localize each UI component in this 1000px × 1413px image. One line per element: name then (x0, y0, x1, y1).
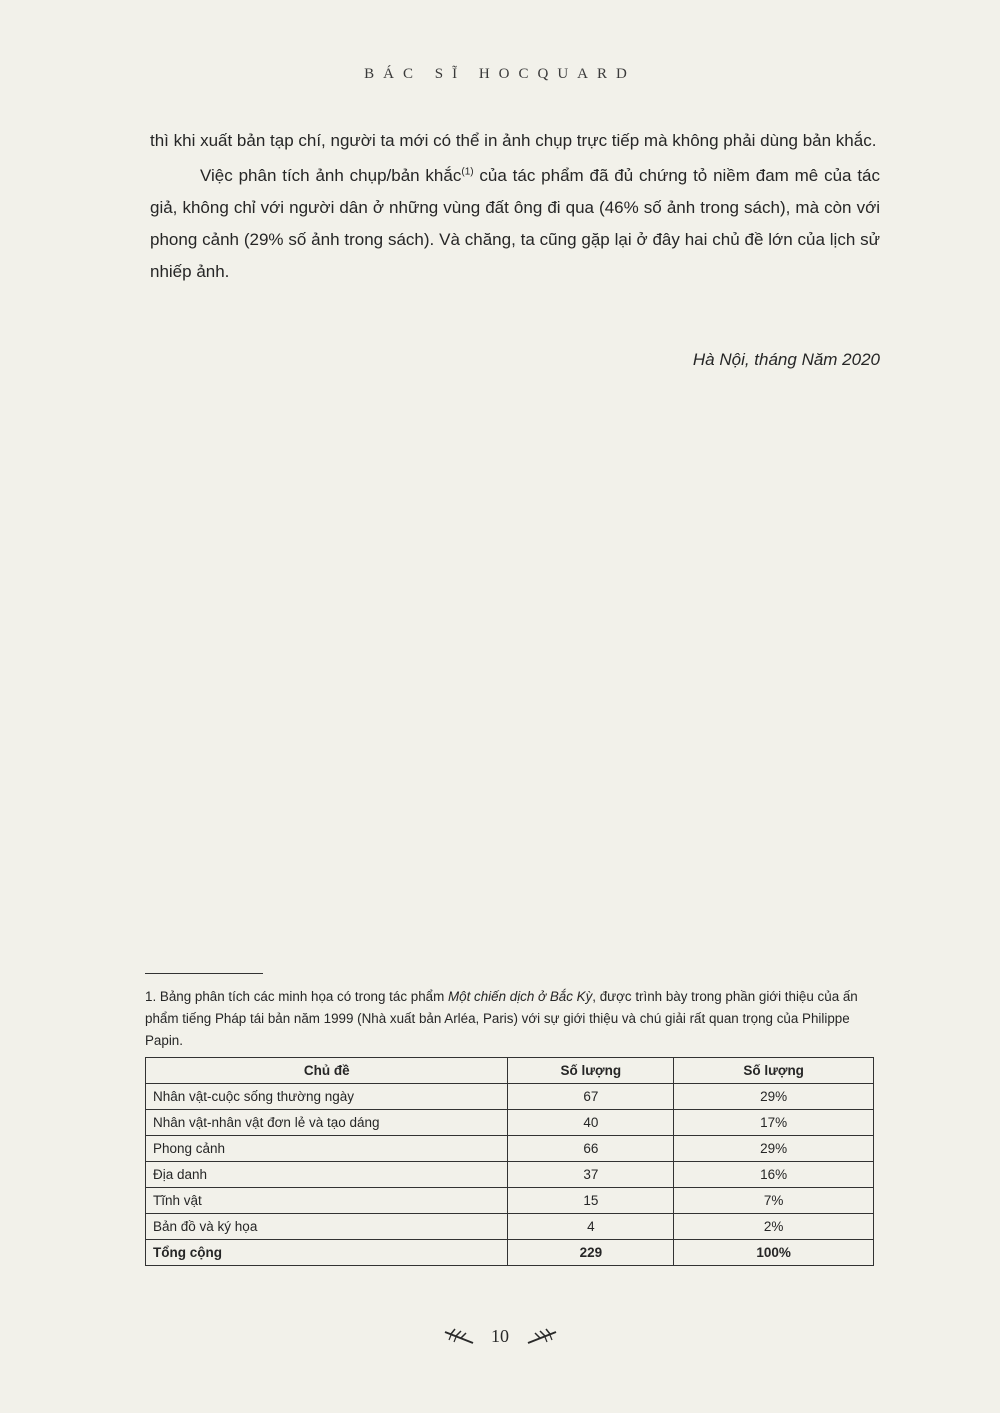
table-row (146, 1214, 874, 1240)
row-percent: 29% (674, 1084, 874, 1110)
row-percent: 7% (674, 1188, 874, 1214)
footnote-divider (145, 973, 263, 974)
paragraph-1: thì khi xuất bản tạp chí, người ta mới có thể in ảnh chụp trực tiếp mà không phải dùng bản khắc. (150, 131, 877, 150)
running-title: BÁC SĨ HOCQUARD (364, 66, 636, 82)
row-count: 4 (508, 1214, 674, 1240)
row-topic: Tĩnh vật (146, 1188, 508, 1214)
table-row (146, 1136, 874, 1162)
row-topic: Phong cảnh (146, 1136, 508, 1162)
dateline: Hà Nội, tháng Năm 2020 (692, 350, 880, 369)
paragraph-2 (150, 160, 880, 288)
table-row (146, 1162, 874, 1188)
left-ornament-icon (443, 1328, 477, 1346)
page-footer (0, 1325, 1000, 1347)
row-percent: 16% (674, 1162, 874, 1188)
footnote-text-end: , được trình bày trong phần giới thiệu của ấn phẩm tiếng Pháp tái bản năm 1999 (Nhà xuất bản Arléa, Paris) với sự giới thiệu và chú giải rất quan trọng của Philippe Papin. (145, 989, 858, 1048)
table-total-row (146, 1240, 874, 1266)
row-topic: Nhân vật-cuộc sống thường ngày (146, 1084, 508, 1110)
header-percent: Số lượng (674, 1058, 874, 1084)
illustration-stats-table (145, 1057, 874, 1266)
row-percent: 17% (674, 1110, 874, 1136)
total-percent: 100% (674, 1240, 874, 1266)
page-number: 10 (491, 1326, 509, 1347)
right-ornament-icon (524, 1328, 558, 1346)
row-count: 67 (508, 1084, 674, 1110)
total-count: 229 (508, 1240, 674, 1266)
row-percent: 2% (674, 1214, 874, 1240)
row-count: 37 (508, 1162, 674, 1188)
row-count: 15 (508, 1188, 674, 1214)
row-percent: 29% (674, 1136, 874, 1162)
table-row (146, 1110, 874, 1136)
body-text (150, 125, 880, 288)
row-topic: Địa danh (146, 1162, 508, 1188)
row-count: 40 (508, 1110, 674, 1136)
paragraph-2-end: của tác phẩm đã đủ chứng tỏ niềm đam mê của tác giả, không chỉ với người dân ở những vùng đất ông đi qua (46% số ảnh trong sách), mà còn với phong cảnh (29% số ảnh trong sách). Và chăng, ta cũng gặp lại ở đây hai chủ đề lớn của lịch sử nhiếp ảnh. (150, 166, 881, 281)
footnote-work-title: Một chiến dịch ở Bắc Kỳ (447, 989, 593, 1004)
row-topic: Nhân vật-nhân vật đơn lẻ và tạo dáng (146, 1110, 508, 1136)
row-topic: Bản đồ và ký họa (146, 1214, 508, 1240)
header-topic: Chủ đề (146, 1058, 508, 1084)
table-row (146, 1188, 874, 1214)
total-label: Tổng cộng (146, 1240, 508, 1266)
footnote-text-start: 1. Bảng phân tích các minh họa có trong tác phẩm (145, 989, 448, 1004)
table-header-row (146, 1058, 874, 1084)
table-row (146, 1084, 874, 1110)
header-count: Số lượng (508, 1058, 674, 1084)
footnote (145, 986, 875, 1052)
footnote-reference: (1) (461, 166, 474, 178)
paragraph-2-start: Việc phân tích ảnh chụp/bản khắc (200, 166, 462, 185)
row-count: 66 (508, 1136, 674, 1162)
